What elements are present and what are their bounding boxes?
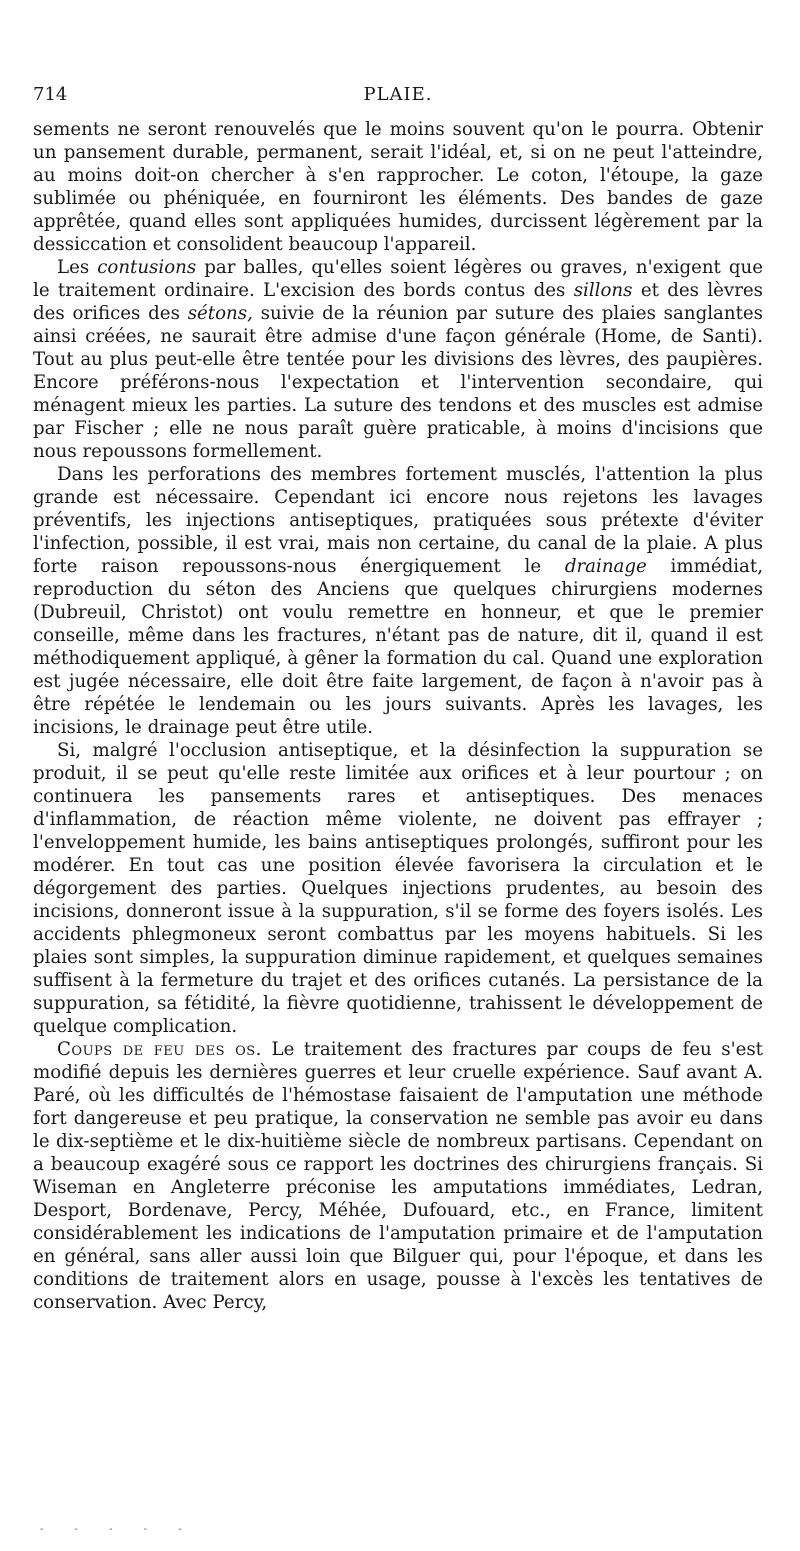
paragraph-text: Si, malgré l'occlusion antiseptique, et la désinfection la suppuration se produit, il se peut qu'elle reste limitée aux orifices et à leur pourtour ; on continuera les pansements rares et antiseptiques. Des menaces d'inflammation, de réaction même violente, ne doivent pas effrayer ; l'enveloppement humide, les bains antiseptiques prolongés, suffiront pour les modérer. En tout cas une position élevée favorisera la circulation et le dégorgement des parties. Quelques injections prudentes, au besoin des incisions, donneront issue à la suppuration, s'il se forme des foyers isolés. Les accidents phlegmoneux seront combattus par les moyens habituels. Si les plaies sont simples, la suppuration diminue rapidement, et quelques semaines suffisent à la fermeture du trajet et des orifices cutanés. La persistance de la suppuration, sa fétidité, la fièvre quotidienne, trahissent le développement de quelque complication. bbox=[33, 740, 763, 1037]
italic-term-setons: sétons, bbox=[187, 303, 253, 324]
paragraph-text: suivie de la réunion par suture des plaies sanglantes ainsi créées, ne saurait être admise d'une façon générale (Home, de Santi). Tout au plus peut-elle être tentée pour les divisions des lèvres, des paupières. Encore préférons-nous l'expectation et l'intervention secondaire, qui ménagent mieux les parties. La suture des tendons et des muscles est admise par Fischer ; elle ne nous paraît guère praticable, à moins d'incisions que nous repoussons formellement. bbox=[33, 303, 763, 462]
paragraph-perforations bbox=[33, 463, 763, 739]
body-text bbox=[33, 118, 763, 1314]
italic-term-sillons: sillons bbox=[573, 280, 633, 301]
paragraph-suppuration bbox=[33, 739, 763, 1038]
italic-term-contusions: contusions bbox=[97, 257, 197, 278]
paragraph-coups-de-feu-des-os bbox=[33, 1038, 763, 1314]
page-header bbox=[33, 84, 763, 110]
paragraph-text: sements ne seront renouvelés que le moins souvent qu'on le pourra. Obtenir un pansement durable, permanent, serait l'idéal, et, si on ne peut l'atteindre, au moins doit-on chercher à s'en rapprocher. Le coton, l'étoupe, la gaze sublimée ou phéniquée, en fourniront les éléments. Des bandes de gaze apprêtée, quand elles sont appliquées humides, durcissent légèrement par la dessiccation et consolident beaucoup l'appareil. bbox=[33, 119, 763, 255]
paragraph-text: Dans les perforations des membres fortement musclés, l'attention la plus grande est nécessaire. Cependant ici encore nous rejetons les lavages préventifs, les injections antiseptiques, pratiquées sous prétexte d'éviter l'infection, possible, il est vrai, mais non certaine, du canal de la plaie. A plus forte raison repoussons-nous énergiquement le bbox=[33, 464, 763, 577]
paragraph-text: et des lèvres des orifices des bbox=[33, 280, 763, 324]
paragraph-text: Les bbox=[57, 257, 98, 278]
paragraph-pansements bbox=[33, 118, 763, 256]
paragraph-contusions bbox=[33, 256, 763, 463]
paragraph-text: par balles, qu'elles soient légères ou graves, n'exigent que le traitement ordinaire. L'excision des bords contus des bbox=[33, 257, 763, 301]
page-number: 714 bbox=[33, 84, 68, 105]
italic-term-drainage: drainage bbox=[564, 556, 647, 577]
paragraph-text: Le traitement des fractures par coups de feu s'est modifié depuis les dernières guerres et leur cruelle expérience. Sauf avant A. Paré, où les difficultés de l'hémostase faisaient de l'amputation une méthode fort dangereuse et peu pratique, la conservation ne semble pas avoir eu dans le dix-septième et le dix-huitième siècle de nombreux partisans. Cependant on a beaucoup exagéré sous ce rapport les doctrines des chirurgiens français. Si Wiseman en Angleterre préconise les amputations immédiates, Ledran, Desport, Bordenave, Percy, Méhée, Dufouard, etc., en France, limitent considérablement les indications de l'amputation primaire et de l'amputation en général, sans aller aussi loin que Bilguer qui, pour l'époque, et dans les conditions de traitement alors en usage, pousse à l'excès les tentatives de conservation. Avec Percy, bbox=[33, 1039, 763, 1313]
running-title: PLAIE. bbox=[363, 84, 433, 105]
section-heading: Coups de feu des os. bbox=[57, 1039, 262, 1060]
paragraph-text: immédiat, reproduction du séton des Anciens que quelques chirurgiens modernes (Dubreuil, Christot) ont voulu remettre en honneur, et que le premier conseille, même dans les fractures, n'étant pas de nature, dit il, quand il est méthodiquement appliqué, à gêner la formation du cal. Quand une exploration est jugée nécessaire, elle doit être faite largement, de façon à n'avoir pas à être répétée le lendemain ou les jours suivants. Après les lavages, les incisions, le drainage peut être utile. bbox=[33, 556, 763, 738]
bottom-scan-marks: - - - - - bbox=[40, 1524, 196, 1535]
